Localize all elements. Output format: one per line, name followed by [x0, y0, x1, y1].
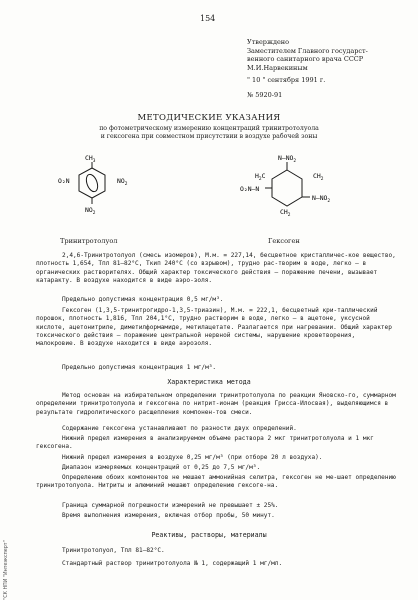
paragraph-lower-limit-air: Нижний предел измерения в воздухе 0,25 мг/м³ (при отборе 20 л воздуха).: [62, 454, 323, 461]
rdx-n-no2-right-label: $N-NO_2$: [312, 194, 331, 204]
paragraph-pdk-rdx: Предельно допустимая концентрация 1 мг/м³.: [62, 364, 217, 371]
paragraph-error: Граница суммарной погрешности измерений не превышает ± 25%.: [62, 502, 279, 509]
approval-date: " 10 " сентября 1991 г.: [247, 76, 326, 85]
approval-number: № 5920-91: [247, 90, 283, 99]
approval-line-3: венного санитарного врача СССР: [247, 55, 364, 64]
approval-line-4: М.И.Нарвекиным: [247, 63, 308, 72]
tnt-no2-right-label: $NO_2$: [117, 177, 128, 187]
rdx-ch2-bottom-label: $CH_2$: [280, 208, 291, 218]
approval-line-2: Заместителем Главного государст-: [247, 46, 368, 55]
tnt-structure: [79, 162, 105, 204]
section-title-method: Характеристика метода: [167, 378, 251, 386]
rdx-ch2-right-label: $CH_2$: [313, 172, 324, 182]
section-error: [36, 502, 396, 510]
tnt-ch3-label: $CH_3$: [85, 154, 96, 164]
approval-block: [247, 38, 368, 100]
rdx-h2c-label: $H_2C$: [255, 172, 266, 182]
section-interference: [36, 474, 396, 491]
side-stamp: "СК НПИ "Интеэксперт": [4, 540, 9, 600]
tnt-o2n-left-label: O₂N: [58, 177, 70, 185]
section-title-reagents: Реактивы, растворы, материалы: [151, 531, 267, 539]
rdx-o2n-n-label: O₂N–N: [240, 185, 260, 193]
section-reagent-tnt: [36, 547, 396, 555]
tnt-no2-bottom-label: $NO_2$: [85, 206, 96, 216]
paragraph-range: Диапазон измеряемых концентраций от 0,25 до 7,5 мг/м³.: [62, 464, 261, 471]
approval-line-1: Утверждено: [247, 38, 290, 46]
paragraph-hexogen-content: Содержание гексогена устанавливают по разности двух определений.: [62, 425, 297, 432]
paragraph-reagent-tnt: Тринитротолуол, Тпл 81–82°С.: [62, 547, 165, 554]
subtitle-line-1: по фотометрическому измерению концентраций тринитротолуола: [99, 125, 319, 132]
paragraph-lower-limit-solution: Нижний предел измерения в анализируемом объеме раствора 2 мкг тринитротолуола и 1 мкг гексогена.: [36, 435, 374, 451]
section-standard-solution: [36, 560, 396, 568]
section-pdk-rdx: [36, 364, 396, 372]
subtitle-line-2: и гексогена при совместном присутствии в воздухе рабочей зоны: [100, 133, 318, 140]
tnt-aromatic-circle: [84, 173, 100, 193]
paragraph-standard-solution: Стандартный раствор тринитротолуола № 1, содержащий 1 мг/мл.: [62, 560, 283, 567]
paragraph-interference: Определению обоих компонентов не мешает аммонийная селитра, гексоген не ме-шает определению тринитротолуола. Нитриты и алюминий мешают определению гексоге-на.: [36, 474, 396, 490]
section-rdx-description: [36, 307, 396, 348]
section-range: [36, 464, 396, 472]
paragraph-method-basis: Метод основан на избирательном определении тринитротолуола по реакции Яновско-го, суммарном определении тринитротолуола и гексогена по нитрит-ионам (реакция Грисса-Илосвая), выделяющимся в результате гидролитического расщепления компонен-тов смеси.: [36, 392, 396, 416]
section-pdk-tnt: [36, 296, 396, 304]
paragraph-tnt: 2,4,6-Тринитротолуол (смесь изомеров), М.м. = 227,14, бесцветное кристалличес-кое вещество, плотность 1,654, Тпл 81–82°С, Ткип 240°С (со взрывом), трудно рас-творим в воде, легко – в органических растворителях. Общий характер токсического действия – поражение печени, вызывает катаракту. В воздухе находится в виде аэро-золя.: [36, 252, 396, 284]
paragraph-pdk-tnt: Предельно допустимая концентрация 0,5 мг/м³.: [62, 296, 224, 303]
tnt-benzene-ring: [79, 168, 105, 198]
section-lower-limit-air: [36, 454, 396, 462]
section-lower-limit-solution: [36, 435, 396, 452]
paragraph-rdx: Гексоген (1,3,5-тринитрогидро-1,3,5-триазин), М.м. = 222,1, бесцветный кри-таллический порошок, плотность 1,816, Тпл 204,1°С, трудно растворим в воде, легко – в ацетоне, уксусной кислоте, ацетонитриле, диметилформамиде, метилацетате. Разлагается при нагревании. Общий характер токсического действия – поражение центральной нервной системы, нарушение кроветворения, малокровие. В воздухе находится в виде аэрозоля.: [36, 307, 392, 348]
section-time: [36, 512, 396, 520]
document-subtitle: [0, 125, 418, 141]
section-hexogen-content: [36, 425, 396, 433]
chemical-structures: [0, 148, 418, 248]
document-title: МЕТОДИЧЕСКИЕ УКАЗАНИЯ: [137, 113, 281, 123]
section-tnt-description: [36, 252, 396, 285]
structures-svg: [0, 148, 418, 248]
page-number: 154: [200, 14, 216, 23]
section-method: [36, 392, 396, 417]
rdx-structure: [265, 162, 310, 206]
paragraph-time: Время выполнения измерения, включая отбор пробы, 50 минут.: [62, 512, 275, 519]
tnt-caption: Тринитротолуол: [60, 237, 118, 245]
rdx-hexagon-ring: [272, 170, 302, 206]
rdx-caption: Гексоген: [268, 237, 300, 245]
rdx-n-no2-top-label: $N-NO_2$: [278, 154, 297, 164]
